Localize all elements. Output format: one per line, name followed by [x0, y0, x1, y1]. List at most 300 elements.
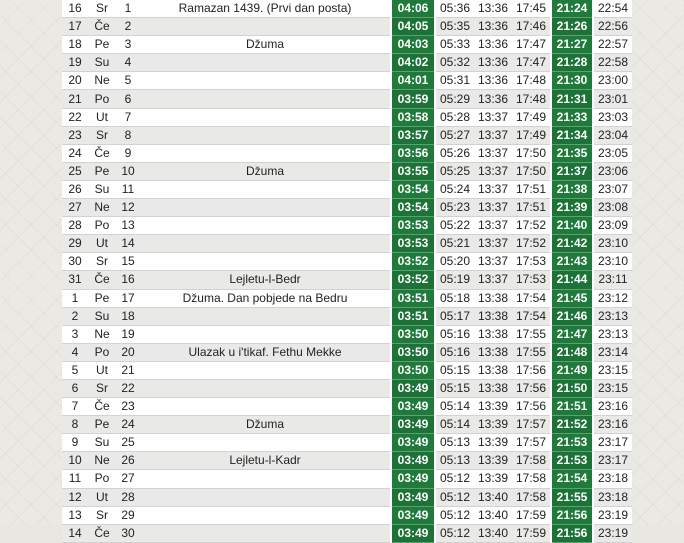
sunrise-time-cell: 05:21: [435, 235, 474, 253]
ikindija-time-cell: 17:56: [512, 379, 551, 397]
weekday-cell: Ne: [88, 72, 116, 90]
jacija-time-cell: 23:15: [593, 379, 632, 397]
note-cell: [140, 434, 391, 452]
weekday-cell: Sr: [88, 253, 116, 271]
note-cell: [140, 470, 391, 488]
sunrise-time-cell: 05:35: [435, 18, 474, 36]
sunrise-time-cell: 05:32: [435, 54, 474, 72]
zora-time-cell: 03:54: [391, 180, 435, 198]
sunrise-time-cell: 05:12: [435, 488, 474, 506]
zora-time-cell: 03:56: [391, 144, 435, 162]
aksam-time-cell: 21:31: [551, 90, 593, 108]
day-cell: 20: [62, 72, 88, 90]
table-row: [62, 144, 632, 162]
sunrise-time-cell: 05:36: [435, 0, 474, 18]
table-row: [62, 108, 632, 126]
jacija-time-cell: 22:56: [593, 18, 632, 36]
ikindija-time-cell: 17:49: [512, 126, 551, 144]
jacija-time-cell: 22:54: [593, 0, 632, 18]
table-row: [62, 36, 632, 54]
jacija-time-cell: 22:57: [593, 36, 632, 54]
day-cell: 1: [62, 289, 88, 307]
podne-time-cell: 13:38: [474, 307, 512, 325]
weekday-cell: Če: [88, 144, 116, 162]
podne-time-cell: 13:38: [474, 289, 512, 307]
hijri-day-cell: 12: [116, 199, 140, 217]
hijri-day-cell: 3: [116, 36, 140, 54]
jacija-time-cell: 23:13: [593, 307, 632, 325]
sunrise-time-cell: 05:33: [435, 36, 474, 54]
note-cell: [140, 398, 391, 416]
note-cell: [140, 488, 391, 506]
day-cell: 3: [62, 325, 88, 343]
aksam-time-cell: 21:55: [551, 488, 593, 506]
hijri-day-cell: 13: [116, 217, 140, 235]
table-row: [62, 325, 632, 343]
zora-time-cell: 03:57: [391, 126, 435, 144]
hijri-day-cell: 6: [116, 90, 140, 108]
podne-time-cell: 13:39: [474, 416, 512, 434]
weekday-cell: Pe: [88, 416, 116, 434]
note-cell: [140, 506, 391, 524]
hijri-day-cell: 28: [116, 488, 140, 506]
jacija-time-cell: 23:17: [593, 434, 632, 452]
note-cell: Džuma. Dan pobjede na Bedru: [140, 289, 391, 307]
note-cell: Lejletu-l-Kadr: [140, 452, 391, 470]
hijri-day-cell: 2: [116, 18, 140, 36]
jacija-time-cell: 23:07: [593, 180, 632, 198]
zora-time-cell: 03:59: [391, 90, 435, 108]
weekday-cell: Su: [88, 434, 116, 452]
aksam-time-cell: 21:37: [551, 162, 593, 180]
table-row: [62, 180, 632, 198]
jacija-time-cell: 23:18: [593, 488, 632, 506]
ramadan-prayer-times-table: [62, 0, 629, 540]
ikindija-time-cell: 17:58: [512, 452, 551, 470]
weekday-cell: Če: [88, 18, 116, 36]
sunrise-time-cell: 05:17: [435, 307, 474, 325]
table-row: [62, 343, 632, 361]
sunrise-time-cell: 05:12: [435, 524, 474, 542]
jacija-time-cell: 23:16: [593, 398, 632, 416]
jacija-time-cell: 23:19: [593, 506, 632, 524]
aksam-time-cell: 21:44: [551, 271, 593, 289]
table-row: [62, 199, 632, 217]
hijri-day-cell: 20: [116, 343, 140, 361]
hijri-day-cell: 26: [116, 452, 140, 470]
zora-time-cell: 03:49: [391, 488, 435, 506]
sunrise-time-cell: 05:18: [435, 289, 474, 307]
jacija-time-cell: 23:08: [593, 199, 632, 217]
hijri-day-cell: 18: [116, 307, 140, 325]
aksam-time-cell: 21:47: [551, 325, 593, 343]
day-cell: 14: [62, 524, 88, 542]
sunrise-time-cell: 05:14: [435, 398, 474, 416]
zora-time-cell: 03:49: [391, 416, 435, 434]
hijri-day-cell: 21: [116, 361, 140, 379]
podne-time-cell: 13:37: [474, 199, 512, 217]
zora-time-cell: 03:50: [391, 325, 435, 343]
jacija-time-cell: 23:09: [593, 217, 632, 235]
table-row: [62, 72, 632, 90]
aksam-time-cell: 21:46: [551, 307, 593, 325]
podne-time-cell: 13:36: [474, 90, 512, 108]
zora-time-cell: 03:49: [391, 452, 435, 470]
ikindija-time-cell: 17:46: [512, 18, 551, 36]
podne-time-cell: 13:37: [474, 126, 512, 144]
note-cell: [140, 253, 391, 271]
ikindija-time-cell: 17:54: [512, 289, 551, 307]
podne-time-cell: 13:36: [474, 0, 512, 18]
day-cell: 25: [62, 162, 88, 180]
day-cell: 22: [62, 108, 88, 126]
note-cell: [140, 361, 391, 379]
day-cell: 5: [62, 361, 88, 379]
note-cell: [140, 524, 391, 542]
sunrise-time-cell: 05:28: [435, 108, 474, 126]
day-cell: 6: [62, 379, 88, 397]
ikindija-time-cell: 17:48: [512, 72, 551, 90]
note-cell: Ulazak u i'tikaf. Fethu Mekke: [140, 343, 391, 361]
podne-time-cell: 13:36: [474, 18, 512, 36]
hijri-day-cell: 15: [116, 253, 140, 271]
weekday-cell: Ne: [88, 452, 116, 470]
hijri-day-cell: 24: [116, 416, 140, 434]
weekday-cell: Ne: [88, 199, 116, 217]
zora-time-cell: 03:50: [391, 361, 435, 379]
day-cell: 2: [62, 307, 88, 325]
aksam-time-cell: 21:24: [551, 0, 593, 18]
aksam-time-cell: 21:34: [551, 126, 593, 144]
weekday-cell: Sr: [88, 0, 116, 18]
podne-time-cell: 13:39: [474, 398, 512, 416]
podne-time-cell: 13:37: [474, 271, 512, 289]
podne-time-cell: 13:37: [474, 180, 512, 198]
table-row: [62, 398, 632, 416]
aksam-time-cell: 21:48: [551, 343, 593, 361]
weekday-cell: Su: [88, 180, 116, 198]
podne-time-cell: 13:37: [474, 108, 512, 126]
zora-time-cell: 03:49: [391, 506, 435, 524]
hijri-day-cell: 22: [116, 379, 140, 397]
aksam-time-cell: 21:42: [551, 235, 593, 253]
day-cell: 29: [62, 235, 88, 253]
day-cell: 8: [62, 416, 88, 434]
day-cell: 7: [62, 398, 88, 416]
ikindija-time-cell: 17:52: [512, 217, 551, 235]
day-cell: 17: [62, 18, 88, 36]
table-row: [62, 434, 632, 452]
hijri-day-cell: 9: [116, 144, 140, 162]
table-row: [62, 506, 632, 524]
ikindija-time-cell: 17:56: [512, 398, 551, 416]
table-row: [62, 162, 632, 180]
weekday-cell: Su: [88, 54, 116, 72]
aksam-time-cell: 21:43: [551, 253, 593, 271]
ikindija-time-cell: 17:48: [512, 90, 551, 108]
podne-time-cell: 13:38: [474, 361, 512, 379]
table-row: [62, 54, 632, 72]
sunrise-time-cell: 05:22: [435, 217, 474, 235]
weekday-cell: Ut: [88, 235, 116, 253]
table-row: [62, 289, 632, 307]
ikindija-time-cell: 17:52: [512, 235, 551, 253]
weekday-cell: Če: [88, 524, 116, 542]
sunrise-time-cell: 05:15: [435, 379, 474, 397]
note-cell: Džuma: [140, 416, 391, 434]
ikindija-time-cell: 17:53: [512, 253, 551, 271]
podne-time-cell: 13:39: [474, 470, 512, 488]
table-row: [62, 470, 632, 488]
jacija-time-cell: 22:58: [593, 54, 632, 72]
zora-time-cell: 03:49: [391, 379, 435, 397]
zora-time-cell: 03:58: [391, 108, 435, 126]
ikindija-time-cell: 17:54: [512, 307, 551, 325]
day-cell: 27: [62, 199, 88, 217]
aksam-time-cell: 21:51: [551, 398, 593, 416]
day-cell: 12: [62, 488, 88, 506]
aksam-time-cell: 21:45: [551, 289, 593, 307]
ikindija-time-cell: 17:45: [512, 0, 551, 18]
zora-time-cell: 03:51: [391, 307, 435, 325]
zora-time-cell: 04:05: [391, 18, 435, 36]
podne-time-cell: 13:40: [474, 506, 512, 524]
ikindija-time-cell: 17:58: [512, 470, 551, 488]
sunrise-time-cell: 05:12: [435, 506, 474, 524]
podne-time-cell: 13:37: [474, 162, 512, 180]
sunrise-time-cell: 05:14: [435, 416, 474, 434]
jacija-time-cell: 23:16: [593, 416, 632, 434]
jacija-time-cell: 23:05: [593, 144, 632, 162]
podne-time-cell: 13:37: [474, 144, 512, 162]
aksam-time-cell: 21:33: [551, 108, 593, 126]
day-cell: 10: [62, 452, 88, 470]
table-body: [62, 0, 632, 542]
day-cell: 18: [62, 36, 88, 54]
ikindija-time-cell: 17:51: [512, 199, 551, 217]
day-cell: 4: [62, 343, 88, 361]
ikindija-time-cell: 17:58: [512, 488, 551, 506]
podne-time-cell: 13:38: [474, 379, 512, 397]
jacija-time-cell: 23:06: [593, 162, 632, 180]
ikindija-time-cell: 17:47: [512, 54, 551, 72]
zora-time-cell: 03:49: [391, 398, 435, 416]
weekday-cell: Ne: [88, 325, 116, 343]
jacija-time-cell: 23:01: [593, 90, 632, 108]
aksam-time-cell: 21:38: [551, 180, 593, 198]
day-cell: 16: [62, 0, 88, 18]
sunrise-time-cell: 05:15: [435, 361, 474, 379]
jacija-time-cell: 23:00: [593, 72, 632, 90]
hijri-day-cell: 11: [116, 180, 140, 198]
hijri-day-cell: 10: [116, 162, 140, 180]
table-row: [62, 416, 632, 434]
podne-time-cell: 13:38: [474, 325, 512, 343]
day-cell: 31: [62, 271, 88, 289]
sunrise-time-cell: 05:25: [435, 162, 474, 180]
hijri-day-cell: 29: [116, 506, 140, 524]
podne-time-cell: 13:40: [474, 488, 512, 506]
sunrise-time-cell: 05:19: [435, 271, 474, 289]
ikindija-time-cell: 17:55: [512, 325, 551, 343]
sunrise-time-cell: 05:13: [435, 452, 474, 470]
jacija-time-cell: 23:19: [593, 524, 632, 542]
weekday-cell: Sr: [88, 126, 116, 144]
podne-time-cell: 13:36: [474, 72, 512, 90]
aksam-time-cell: 21:56: [551, 506, 593, 524]
zora-time-cell: 04:01: [391, 72, 435, 90]
ikindija-time-cell: 17:55: [512, 343, 551, 361]
note-cell: [140, 199, 391, 217]
aksam-time-cell: 21:27: [551, 36, 593, 54]
table-row: [62, 253, 632, 271]
note-cell: Džuma: [140, 162, 391, 180]
zora-time-cell: 03:50: [391, 343, 435, 361]
hijri-day-cell: 8: [116, 126, 140, 144]
sunrise-time-cell: 05:27: [435, 126, 474, 144]
hijri-day-cell: 30: [116, 524, 140, 542]
weekday-cell: Sr: [88, 379, 116, 397]
day-cell: 13: [62, 506, 88, 524]
weekday-cell: Sr: [88, 506, 116, 524]
jacija-time-cell: 23:17: [593, 452, 632, 470]
ikindija-time-cell: 17:47: [512, 36, 551, 54]
ikindija-time-cell: 17:51: [512, 180, 551, 198]
note-cell: [140, 325, 391, 343]
hijri-day-cell: 1: [116, 0, 140, 18]
weekday-cell: Po: [88, 217, 116, 235]
zora-time-cell: 03:52: [391, 271, 435, 289]
weekday-cell: Če: [88, 398, 116, 416]
aksam-time-cell: 21:53: [551, 434, 593, 452]
note-cell: [140, 217, 391, 235]
table-row: [62, 379, 632, 397]
sunrise-time-cell: 05:13: [435, 434, 474, 452]
table-row: [62, 524, 632, 542]
weekday-cell: Ut: [88, 361, 116, 379]
hijri-day-cell: 14: [116, 235, 140, 253]
sunrise-time-cell: 05:16: [435, 343, 474, 361]
ikindija-time-cell: 17:56: [512, 361, 551, 379]
hijri-day-cell: 5: [116, 72, 140, 90]
podne-time-cell: 13:36: [474, 54, 512, 72]
note-cell: [140, 307, 391, 325]
jacija-time-cell: 23:04: [593, 126, 632, 144]
podne-time-cell: 13:39: [474, 434, 512, 452]
weekday-cell: Po: [88, 470, 116, 488]
day-cell: 21: [62, 90, 88, 108]
aksam-time-cell: 21:39: [551, 199, 593, 217]
day-cell: 19: [62, 54, 88, 72]
zora-time-cell: 03:49: [391, 434, 435, 452]
aksam-time-cell: 21:49: [551, 361, 593, 379]
note-cell: [140, 18, 391, 36]
aksam-time-cell: 21:26: [551, 18, 593, 36]
jacija-time-cell: 23:11: [593, 271, 632, 289]
note-cell: [140, 235, 391, 253]
weekday-cell: Pe: [88, 36, 116, 54]
table-row: [62, 90, 632, 108]
hijri-day-cell: 25: [116, 434, 140, 452]
day-cell: 30: [62, 253, 88, 271]
jacija-time-cell: 23:18: [593, 470, 632, 488]
note-cell: [140, 90, 391, 108]
zora-time-cell: 03:54: [391, 199, 435, 217]
sunrise-time-cell: 05:29: [435, 90, 474, 108]
ikindija-time-cell: 17:57: [512, 416, 551, 434]
podne-time-cell: 13:40: [474, 524, 512, 542]
sunrise-time-cell: 05:24: [435, 180, 474, 198]
aksam-time-cell: 21:56: [551, 524, 593, 542]
zora-time-cell: 03:55: [391, 162, 435, 180]
table-row: [62, 271, 632, 289]
note-cell: [140, 144, 391, 162]
ikindija-time-cell: 17:57: [512, 434, 551, 452]
note-cell: Džuma: [140, 36, 391, 54]
zora-time-cell: 04:06: [391, 0, 435, 18]
zora-time-cell: 04:03: [391, 36, 435, 54]
hijri-day-cell: 23: [116, 398, 140, 416]
day-cell: 28: [62, 217, 88, 235]
table-row: [62, 488, 632, 506]
jacija-time-cell: 23:14: [593, 343, 632, 361]
sunrise-time-cell: 05:23: [435, 199, 474, 217]
weekday-cell: Ut: [88, 108, 116, 126]
podne-time-cell: 13:37: [474, 253, 512, 271]
weekday-cell: Pe: [88, 289, 116, 307]
sunrise-time-cell: 05:20: [435, 253, 474, 271]
zora-time-cell: 03:52: [391, 253, 435, 271]
aksam-time-cell: 21:30: [551, 72, 593, 90]
podne-time-cell: 13:36: [474, 36, 512, 54]
weekday-cell: Pe: [88, 162, 116, 180]
day-cell: 11: [62, 470, 88, 488]
jacija-time-cell: 23:15: [593, 361, 632, 379]
jacija-time-cell: 23:13: [593, 325, 632, 343]
ikindija-time-cell: 17:50: [512, 162, 551, 180]
table-row: [62, 217, 632, 235]
table-row: [62, 18, 632, 36]
jacija-time-cell: 23:10: [593, 253, 632, 271]
ikindija-time-cell: 17:59: [512, 506, 551, 524]
ikindija-time-cell: 17:50: [512, 144, 551, 162]
podne-time-cell: 13:39: [474, 452, 512, 470]
note-cell: [140, 54, 391, 72]
hijri-day-cell: 17: [116, 289, 140, 307]
note-cell: Ramazan 1439. (Prvi dan posta): [140, 0, 391, 18]
hijri-day-cell: 7: [116, 108, 140, 126]
zora-time-cell: 03:53: [391, 235, 435, 253]
jacija-time-cell: 23:12: [593, 289, 632, 307]
day-cell: 9: [62, 434, 88, 452]
weekday-cell: Su: [88, 307, 116, 325]
note-cell: [140, 379, 391, 397]
zora-time-cell: 03:49: [391, 470, 435, 488]
podne-time-cell: 13:38: [474, 343, 512, 361]
table-row: [62, 0, 632, 18]
day-cell: 26: [62, 180, 88, 198]
aksam-time-cell: 21:35: [551, 144, 593, 162]
hijri-day-cell: 16: [116, 271, 140, 289]
note-cell: [140, 126, 391, 144]
sunrise-time-cell: 05:26: [435, 144, 474, 162]
left-decorative-pattern: [0, 0, 62, 525]
table-row: [62, 307, 632, 325]
table-row: [62, 361, 632, 379]
aksam-time-cell: 21:40: [551, 217, 593, 235]
sunrise-time-cell: 05:16: [435, 325, 474, 343]
jacija-time-cell: 23:10: [593, 235, 632, 253]
